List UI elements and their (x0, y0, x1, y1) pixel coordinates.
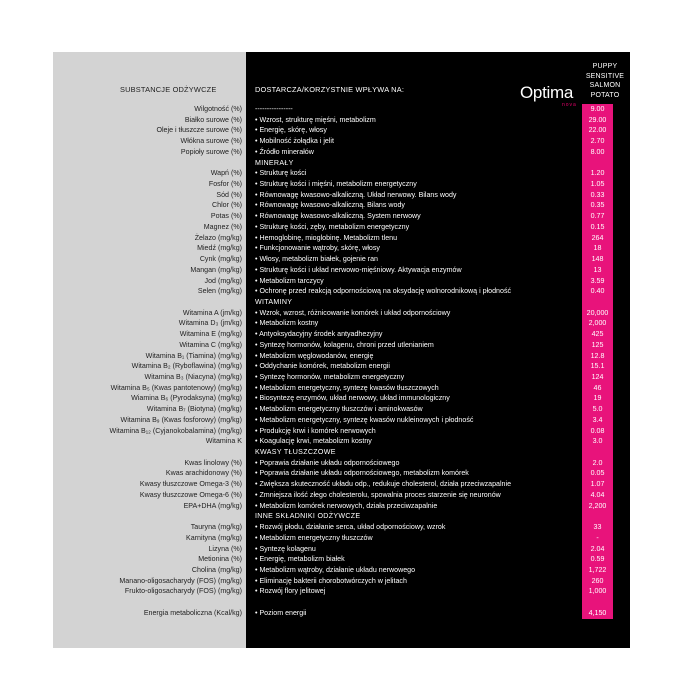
table-row (0, 233, 700, 244)
nutrient-description: • Metabolizm energetyczny tłuszczów i aminokwasów (255, 405, 423, 414)
nutrient-value: 1.07 (590, 480, 605, 489)
nutrient-value: 13 (593, 265, 602, 274)
nutrient-label: Białko surowe (%) (184, 115, 242, 124)
table-row (0, 458, 700, 469)
section-heading: MINERAŁY (255, 158, 294, 167)
nutrient-description: • Strukturę kości i układ nerwowo-mięśniowy. Aktywacja enzymów (255, 265, 462, 274)
table-row (0, 136, 700, 147)
table-row (0, 404, 700, 415)
nutrient-value: 125 (591, 340, 604, 349)
product-name (580, 62, 630, 100)
nutrient-value: 22.00 (588, 126, 607, 135)
nutrient-label: Energia metaboliczna (Kcal/kg) (143, 608, 242, 617)
nutrient-description: • Koagulację krwi, metabolizm kostny (255, 437, 372, 446)
section-heading: WITAMINY (255, 297, 293, 306)
nutrient-description: • Metabolizm komórek nerwowych, działa przeciwzapalnie (255, 501, 438, 510)
nutrient-value: 3.0 (592, 437, 603, 446)
nutrient-description: • Rozwój flory jelitowej (255, 587, 326, 596)
nutrient-label: Wiamina B₆ (Pyrodaksyna) (mg/kg) (131, 394, 242, 403)
nutrient-label: Witamina B₁ (Tiamina) (mg/kg) (145, 351, 242, 360)
nutrient-label: Kwas linolowy (%) (184, 458, 242, 467)
nutrient-description: • Metabolizm tarczycy (255, 276, 324, 285)
nutrient-value: 4,150 (588, 608, 607, 617)
nutrient-value: 0.59 (590, 555, 605, 564)
nutrient-description: • Ochronę przed reakcją odpornościową na oksydację wolnorodnikową i płodność (255, 287, 512, 296)
nutrient-value: 3.4 (592, 415, 603, 424)
nutrient-description: • Równowagę kwasowo-alkaliczną. Bilans wody (255, 201, 405, 210)
nutrient-description: • Rozwój płodu, działanie serca, układ odpornościowy, wzrok (255, 523, 446, 532)
nutrient-description: • Produkcję krwi i komórek nerwowych (255, 426, 376, 435)
nutrient-description: • Biosyntezę enzymów, układ nerwowy, układ immunologiczny (255, 394, 450, 403)
table-row (0, 361, 700, 372)
table-row (0, 372, 700, 383)
nutrient-value: 20,000 (586, 308, 609, 317)
nutrient-value: 5.0 (592, 405, 603, 414)
nutrient-label: Witamina B₉ (Kwas fosforowy) (mg/kg) (120, 415, 242, 424)
table-row (0, 490, 700, 501)
nutrient-value: 9.00 (590, 105, 605, 113)
nutrient-description: • Energię, metabolizm białek (255, 555, 345, 564)
table-row (0, 415, 700, 426)
nutrient-label: Witamina B₃ (Niacyna) (mg/kg) (144, 373, 242, 381)
nutrient-label: Witamina E (mg/kg) (179, 330, 242, 339)
table-row (0, 608, 700, 619)
table-row (0, 383, 700, 394)
nutrient-value: 2.04 (590, 544, 605, 553)
nutrient-label: Fosfor (%) (208, 180, 242, 189)
nutrient-label: Manano-oligosacharydy (FOS) (mg/kg) (119, 576, 242, 585)
nutrient-label: Magnez (%) (203, 222, 242, 231)
nutrient-description: • Strukturę kości (255, 169, 307, 178)
nutrient-description: • Poprawia działanie układu odpornościowego, metabolizm komórek (255, 469, 469, 478)
nutrient-label: Chlor (%) (212, 201, 242, 210)
nutrient-description: • Hemoglobinę, mioglobinę. Metabolizm tlenu (255, 233, 398, 242)
nutrient-label: Witamina C (mg/kg) (179, 340, 242, 349)
nutrient-description: • Energię, skórę, włosy (255, 126, 327, 135)
nutrient-description: • Włosy, metabolizm białek, gojenie ran (255, 255, 378, 264)
nutrient-label: Selen (mg/kg) (197, 287, 242, 296)
nutrient-value: 0.77 (590, 212, 605, 221)
table-row (0, 125, 700, 136)
nutrient-label: Sód (%) (216, 190, 242, 199)
table-row (0, 501, 700, 512)
nutrient-value: 0.15 (590, 222, 605, 231)
table-row (0, 479, 700, 490)
table-row (0, 286, 700, 297)
table-row (0, 436, 700, 447)
table-row (0, 243, 700, 254)
nutrient-value: 33 (593, 523, 602, 532)
table-row (0, 554, 700, 565)
nutrient-label: Lizyna (%) (208, 544, 242, 553)
table-row (0, 276, 700, 287)
table-row (0, 104, 700, 115)
table-row (0, 393, 700, 404)
nutrient-label: Oleje i tłuszcze surowe (%) (156, 126, 242, 135)
table-row (0, 586, 700, 597)
nutrient-description: • Równowagę kwasowo-alkaliczną. Układ nerwowy. Bilans wody (255, 190, 457, 199)
nutrient-value: 0.08 (590, 426, 605, 435)
nutrient-value: 148 (591, 255, 604, 264)
nutrient-label: Tauryna (mg/kg) (190, 523, 242, 532)
nutrient-value: 1,722 (588, 565, 607, 574)
nutrient-value: 4.04 (590, 490, 605, 499)
product-line: POTATO (590, 91, 620, 99)
nutrient-value: 1,000 (588, 587, 607, 596)
table-row (0, 115, 700, 126)
nutrient-label: Frukto-oligosacharydy (FOS) (mg/kg) (124, 587, 242, 596)
nutrient-label: Włókna surowe (%) (180, 137, 242, 146)
nutrient-description: • Wzrost, strukturę mięśni, metabolizm (255, 115, 376, 124)
nutrient-description: • Syntezę hormonów, kolagenu, chroni przed utlenianiem (255, 340, 434, 349)
table-row (0, 211, 700, 222)
nutrient-value: 15.1 (590, 362, 605, 371)
brand-logo-sub: nova (562, 102, 577, 108)
nutrient-label: Witamina K (205, 437, 242, 446)
nutrient-description: • Syntezę kolagenu (255, 544, 316, 553)
nutrient-label: Jod (mg/kg) (204, 276, 242, 285)
nutrient-label: Popioły surowe (%) (180, 147, 242, 156)
nutrient-value: 29.00 (588, 115, 607, 124)
nutrient-label: Witamina D₃ (jm/kg) (178, 319, 242, 328)
table-row (0, 308, 700, 319)
nutrient-label: Witamina B₂ (Ryboflawina) (mg/kg) (131, 362, 242, 371)
nutrient-description: • Strukturę kości i mięśni, metabolizm energetyczny (255, 180, 417, 189)
nutrient-value: 19 (593, 394, 602, 403)
nutrient-label: Wapń (%) (210, 169, 242, 178)
nutrient-value: 425 (591, 330, 604, 339)
table-row (0, 340, 700, 351)
table-row (0, 565, 700, 576)
nutrient-label: Witamina B₇ (Biotyna) (mg/kg) (146, 405, 242, 414)
product-line: SENSITIVE (585, 72, 625, 80)
nutrient-value: - (596, 533, 599, 542)
table-row (0, 200, 700, 211)
nutrient-value: 124 (591, 373, 604, 381)
nutrient-value: 3.59 (590, 276, 605, 285)
table-row (0, 522, 700, 533)
product-line: SALMON (589, 82, 621, 90)
nutrient-description: ---------------- (255, 105, 293, 113)
nutrient-value: 2,200 (588, 501, 607, 510)
nutrient-label: Miedź (mg/kg) (197, 244, 242, 253)
nutrient-description: • Metabolizm energetyczny, syntezę kwasów tłuszczowych (255, 383, 439, 392)
nutrient-value: 2.0 (592, 458, 603, 467)
table-row (0, 426, 700, 437)
nutrient-description: • Metabolizm kostny (255, 319, 319, 328)
nutrient-description: • Strukturę kości, zęby, metabolizm energetyczny (255, 222, 410, 231)
nutrient-value: 18 (593, 244, 602, 253)
nutrient-value: 1.20 (590, 169, 605, 178)
nutrient-description: • Oddychanie komórek, metabolizm energii (255, 362, 390, 371)
nutrient-description: • Metabolizm węglowodanów, energię (255, 351, 374, 360)
nutrient-description: • Funkcjonowanie wątroby, skórę, włosy (255, 244, 380, 253)
table-row (0, 533, 700, 544)
nutrient-description: • Poprawia działanie układu odpornościowego (255, 458, 400, 467)
table-row (0, 222, 700, 233)
nutrient-description: • Mobilność żołądka i jelit (255, 137, 334, 146)
section-heading: KWASY TŁUSZCZOWE (255, 448, 336, 457)
nutrient-value: 2.70 (590, 137, 605, 146)
nutrient-value: 0.33 (590, 190, 605, 199)
nutrient-value: 260 (591, 576, 604, 585)
nutrient-description: • Metabolizm wątroby, działanie układu nerwowego (255, 565, 416, 574)
nutrient-label: Witamina B₁₂ (Cyjanokobalamina) (mg/kg) (109, 426, 242, 435)
table-row (0, 265, 700, 276)
table-row (0, 351, 700, 362)
nutrient-label: Witamina B₅ (Kwas pantotenowy) (mg/kg) (110, 383, 242, 392)
nutrient-value: 12.8 (590, 351, 605, 360)
section-heading: INNE SKŁADNIKI ODŻYWCZE (255, 512, 361, 521)
nutrient-value: 0.05 (590, 469, 605, 478)
nutrient-value: 0.40 (590, 287, 605, 296)
table-row (0, 329, 700, 340)
nutrient-description: • Syntezę hormonów, metabolizm energetyczny (255, 373, 405, 381)
nutrient-description: • Równowagę kwasowo-alkaliczną. System nerwowy (255, 212, 421, 221)
table-row (0, 254, 700, 265)
column-header-supplies: DOSTARCZA/KORZYSTNIE WPŁYWA NA: (255, 85, 405, 94)
nutrient-value: 8.00 (590, 147, 605, 156)
nutrient-description: • Eliminację bakterii chorobotwórczych w jelitach (255, 576, 407, 585)
table-row (0, 147, 700, 158)
nutrient-label: Kwas arachidonowy (%) (165, 469, 242, 478)
nutrient-description: • Metabolizm energetyczny tłuszczów (255, 533, 373, 542)
nutrient-value: 0.35 (590, 201, 605, 210)
table-row (0, 468, 700, 479)
nutrient-label: Potas (%) (210, 212, 242, 221)
table-row (0, 318, 700, 329)
nutrient-label: Cynk (mg/kg) (199, 255, 242, 264)
nutrient-description: • Zmniejsza ilość złego cholesterolu, spowalnia proces starzenie się neuronów (255, 490, 501, 499)
brand-logo: Optima (520, 83, 573, 102)
table-row (0, 168, 700, 179)
nutrient-value: 46 (593, 383, 602, 392)
nutrient-description: • Zwiększa skuteczność układu odp., redukuje cholesterol, działa przeciwzapalnie (255, 480, 512, 489)
table-row (0, 576, 700, 587)
nutrient-label: Kwasy tłuszczowe Omega-3 (%) (139, 480, 242, 489)
table-row (0, 544, 700, 555)
column-header-substances: SUBSTANCJE ODŻYWCZE (120, 85, 217, 94)
nutrient-description: • Poziom energii (255, 608, 307, 617)
nutrient-label: EPA+DHA (mg/kg) (183, 501, 242, 510)
nutrient-description: • Źródło minerałów (255, 147, 314, 156)
nutrient-label: Żelazo (mg/kg) (194, 233, 242, 242)
nutrient-label: Kwasy tłuszczowe Omega-6 (%) (139, 490, 242, 499)
nutrient-value: 1.05 (590, 180, 605, 189)
nutrient-label: Cholina (mg/kg) (191, 565, 242, 574)
nutrient-value: 2,000 (588, 319, 607, 328)
nutrient-label: Metionina (%) (198, 555, 242, 564)
nutrient-description: • Wzrok, wzrost, różnicowanie komórek i układ odpornościowy (255, 308, 451, 317)
nutrient-label: Mangan (mg/kg) (190, 265, 242, 274)
table-row (0, 179, 700, 190)
table-row (0, 190, 700, 201)
nutrient-label: Wilgotność (%) (194, 105, 242, 113)
nutrient-label: Witamina A (jm/kg) (182, 308, 242, 317)
nutrient-label: Karnityna (mg/kg) (186, 533, 242, 542)
nutrient-description: • Antyoksydacyjny środek antyadhezyjny (255, 330, 383, 339)
nutrient-value: 264 (591, 233, 604, 242)
product-line: PUPPY (592, 63, 618, 70)
nutrient-description: • Metabolizm energetyczny, syntezę kwasów nukleinowych i płodność (255, 415, 474, 424)
